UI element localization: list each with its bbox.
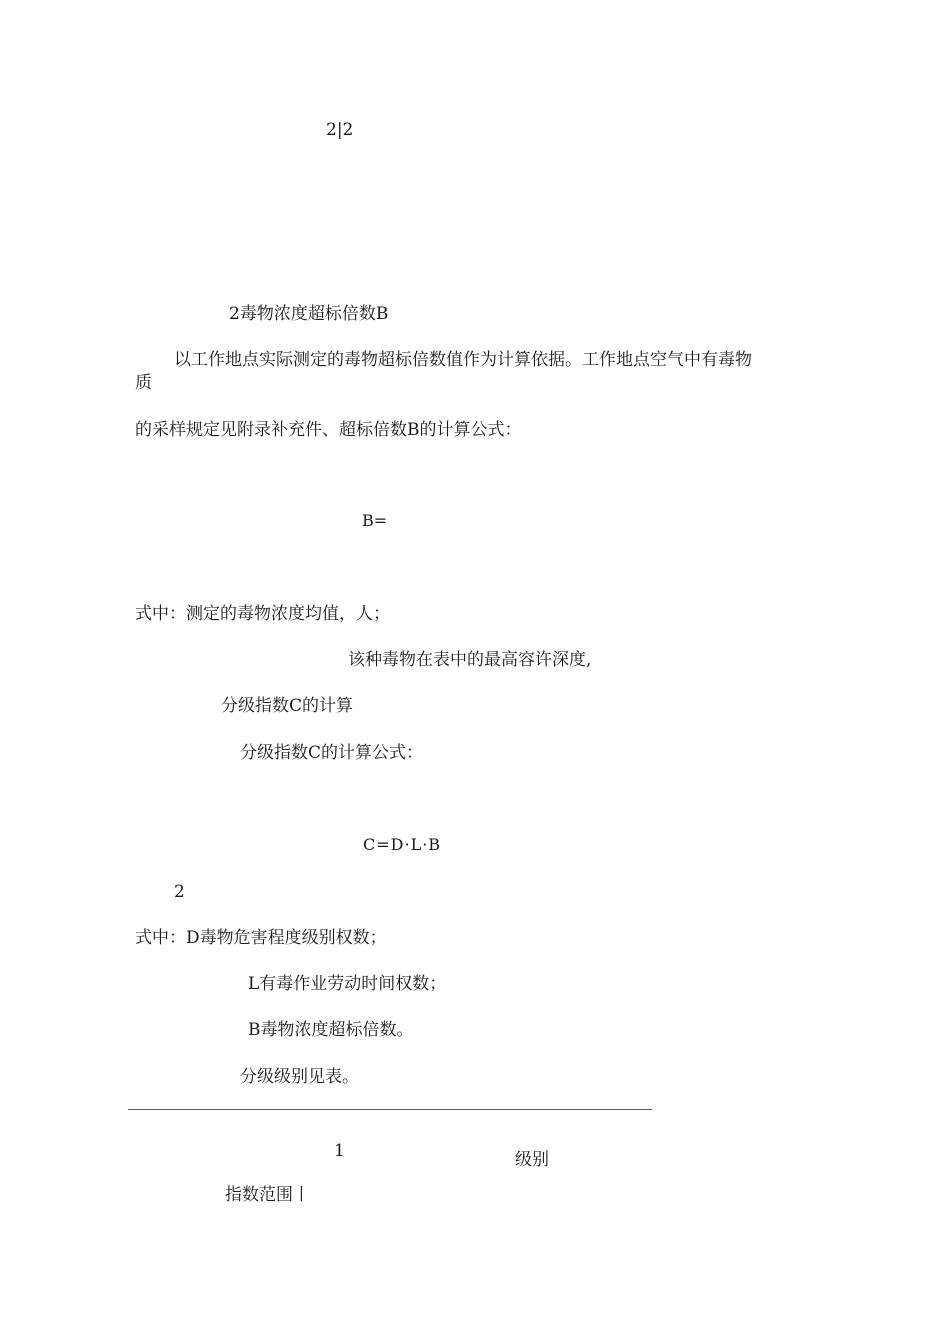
page-fraction: 2|2 [326,120,354,140]
subsection-title: 分级指数C的计算 [221,696,354,716]
table-header-level: 级别 [515,1150,549,1170]
formula-c-subscript: 2 [174,882,185,902]
where-l: L有毒作业劳动时间权数； [248,974,447,994]
where-d: 式中：D毒物危害程度级别权数； [135,928,387,948]
paragraph-line-2: 质 [135,373,152,393]
where-max-allowed: 该种毒物在表中的最高容许深度, [348,650,592,670]
table-header-range: 指数范围丨 [225,1185,310,1205]
subsection-intro: 分级指数C的计算公式： [240,743,424,763]
section-title: 2毒物浓度超标倍数B [229,304,389,324]
table-number: 1 [334,1141,345,1161]
where-concentration: 式中：测定的毒物浓度均值，人； [135,604,390,624]
where-b: B毒物浓度超标倍数。 [248,1020,414,1040]
table-top-rule [128,1109,652,1110]
formula-b: B= [362,511,388,530]
table-intro: 分级级别见表。 [240,1067,359,1087]
paragraph-line-1: 以工作地点实际测定的毒物超标倍数值作为计算依据。工作地点空气中有毒物 [174,350,752,370]
paragraph-line-3: 的采样规定见附录补充件、超标倍数B的计算公式： [135,420,522,440]
formula-c: C=D·L·B [363,835,442,854]
